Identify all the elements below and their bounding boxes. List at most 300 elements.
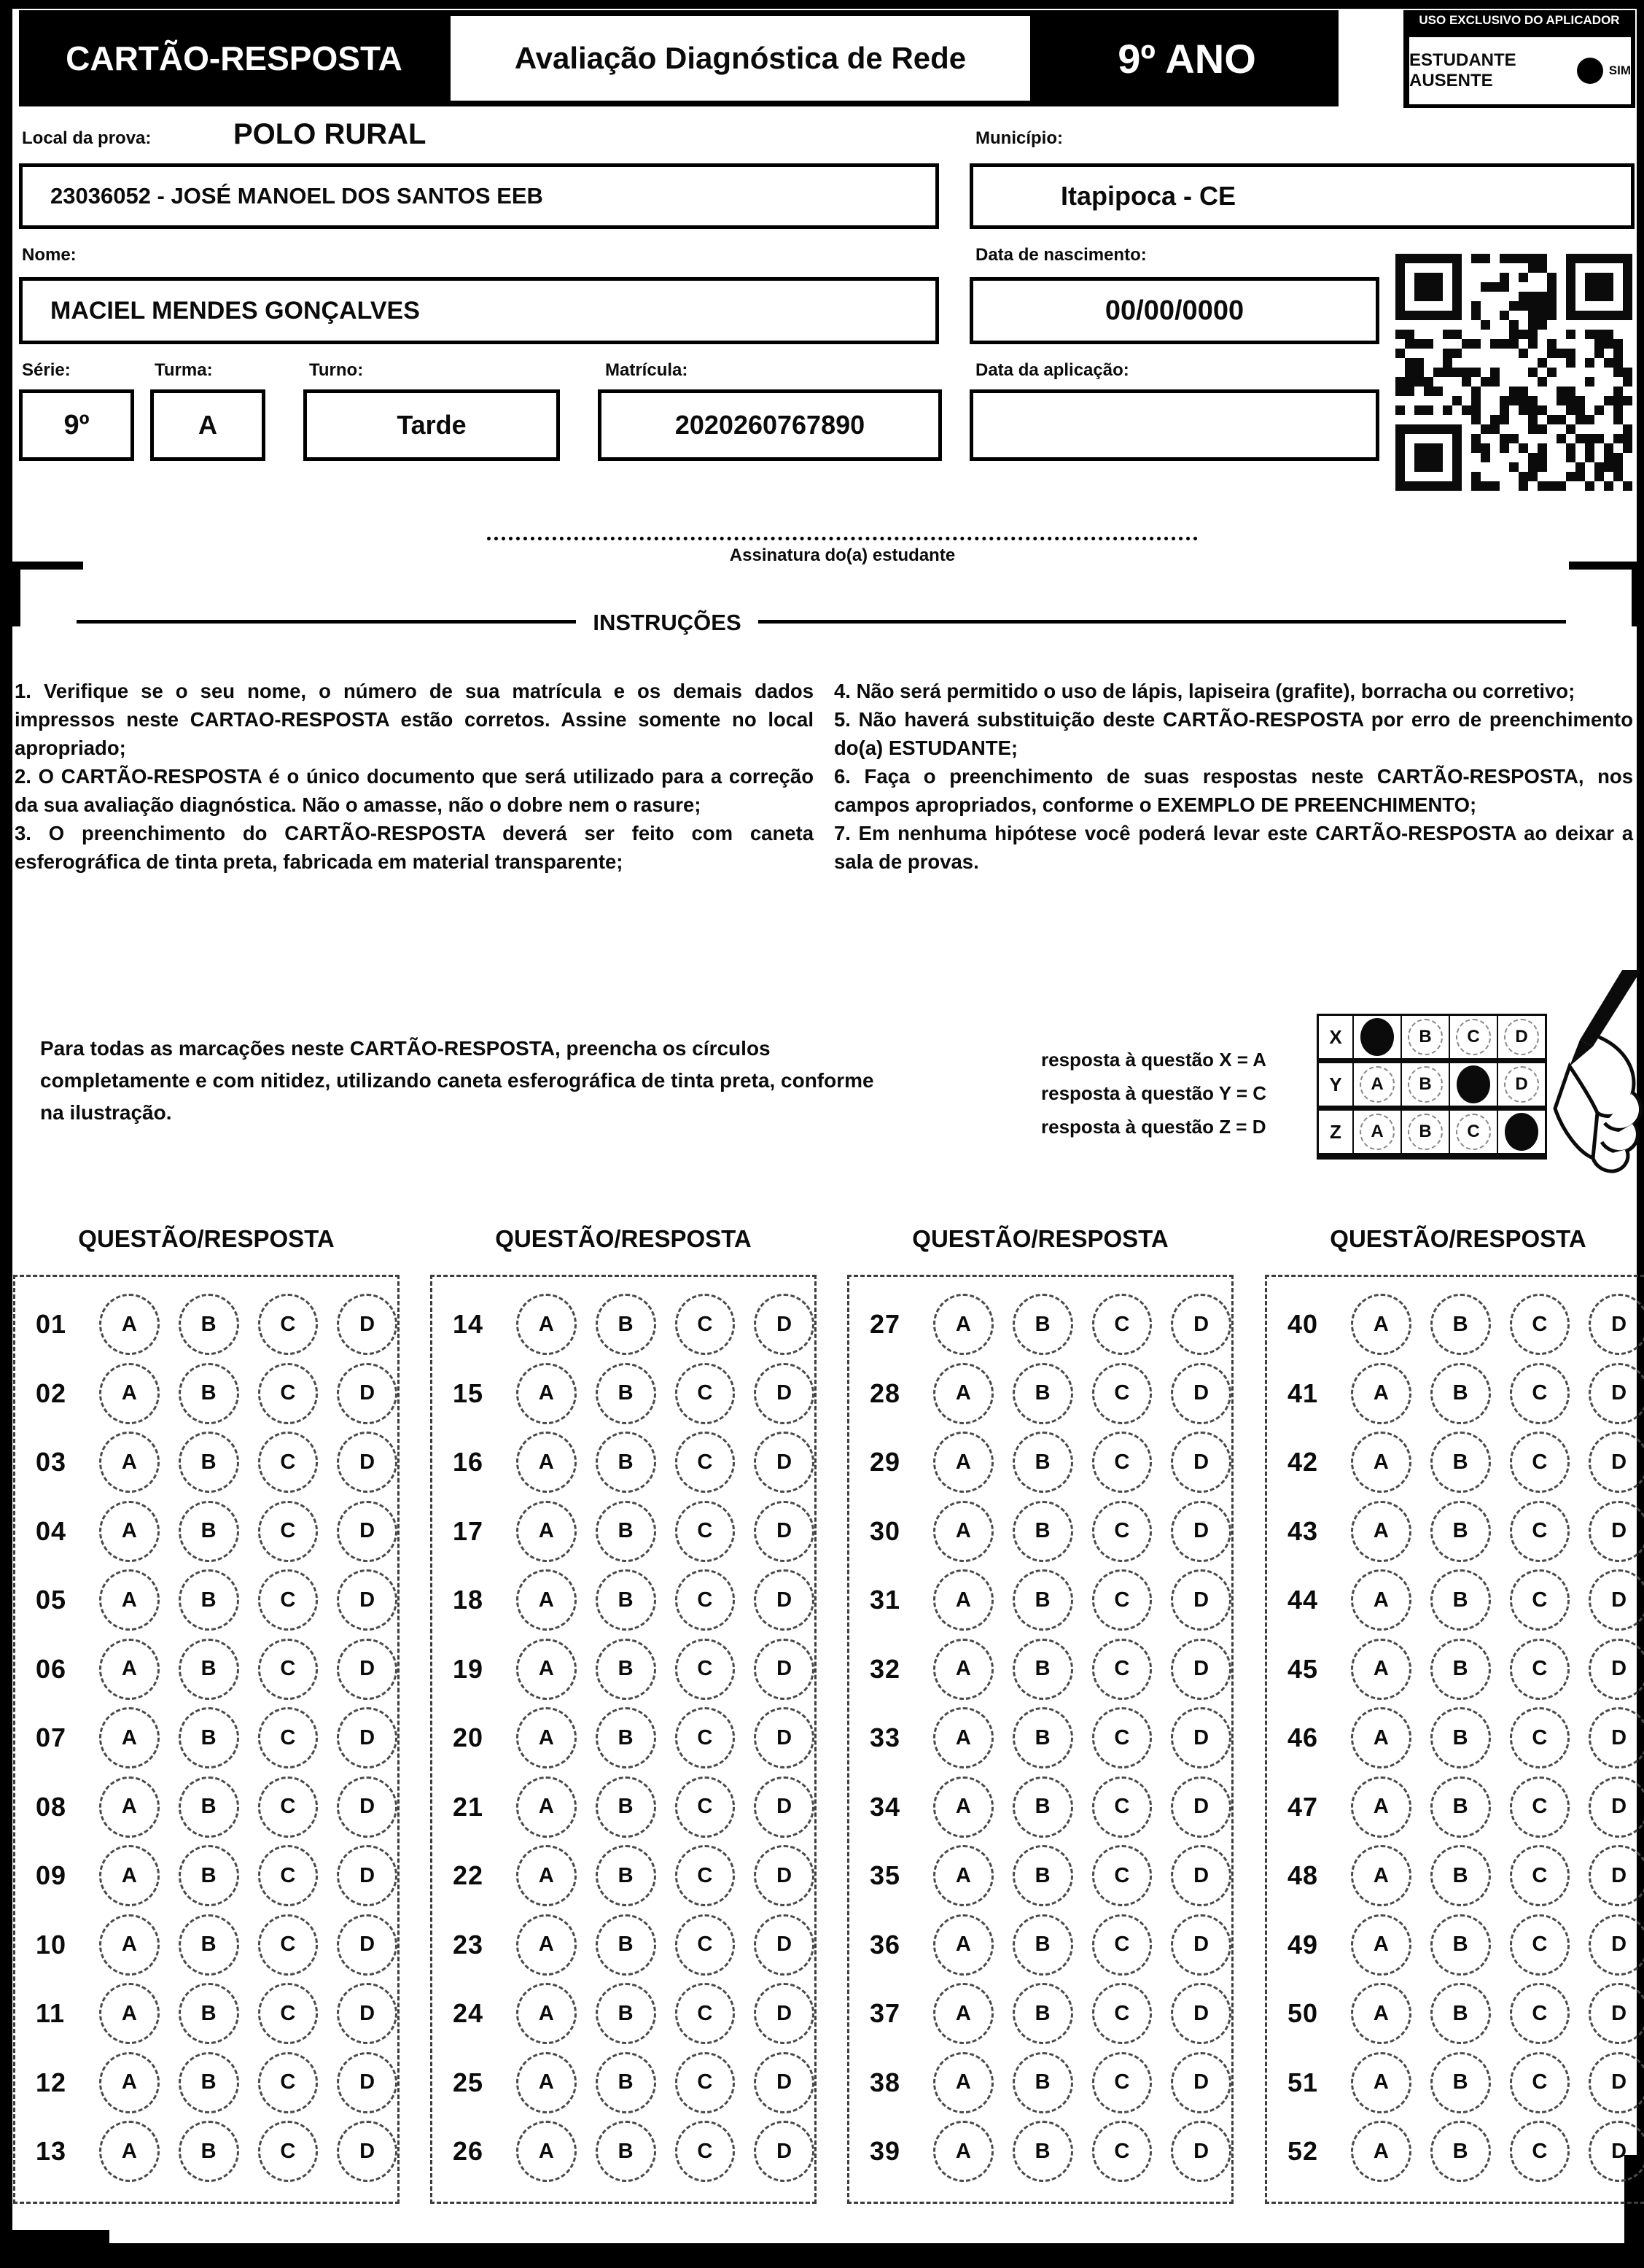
answer-bubble-34-a[interactable]: A bbox=[933, 1776, 994, 1838]
answer-bubble-49-b[interactable]: B bbox=[1430, 1914, 1491, 1976]
student-absent-label: ESTUDANTE AUSENTE bbox=[1409, 50, 1516, 90]
instructions-title: INSTRUÇÕES bbox=[593, 610, 741, 635]
answer-bubble-06-d[interactable]: D bbox=[337, 1639, 397, 1700]
answer-bubble-17-c[interactable]: C bbox=[675, 1501, 736, 1562]
answer-bubble-43-a[interactable]: A bbox=[1351, 1501, 1411, 1562]
answer-bubble-22-a[interactable]: A bbox=[516, 1845, 577, 1906]
answer-bubble-02-c[interactable]: C bbox=[258, 1363, 319, 1424]
school-field bbox=[19, 163, 939, 229]
answer-bubble-15-d[interactable]: D bbox=[754, 1363, 814, 1424]
example-legend-line: resposta à questão Z = D bbox=[1041, 1116, 1266, 1138]
answer-bubble-45-c[interactable]: C bbox=[1510, 1639, 1570, 1700]
answer-bubble-18-b[interactable]: B bbox=[596, 1569, 656, 1631]
question-number: 14 bbox=[453, 1309, 484, 1339]
answer-bubble-51-a[interactable]: A bbox=[1351, 2052, 1411, 2113]
instruction-item: 7. Em nenhuma hipótese você poderá levar este CARTÃO-RESPOSTA ao deixar a sala de provas. bbox=[834, 822, 1633, 873]
answer-bubble-25-a[interactable]: A bbox=[516, 2052, 577, 2113]
answer-bubble-07-a[interactable]: A bbox=[99, 1707, 160, 1768]
answer-bubble-39-c[interactable]: C bbox=[1092, 2121, 1153, 2182]
answer-bubble-19-c[interactable]: C bbox=[675, 1639, 736, 1700]
answer-bubble-08-a[interactable]: A bbox=[99, 1776, 160, 1838]
answer-bubble-49-a[interactable]: A bbox=[1351, 1914, 1411, 1976]
answer-bubble-11-d[interactable]: D bbox=[337, 1983, 397, 2044]
question-number: 11 bbox=[36, 1998, 66, 2028]
answer-bubble-23-a[interactable]: A bbox=[516, 1914, 577, 1976]
answer-bubble-06-c[interactable]: C bbox=[258, 1639, 319, 1700]
answer-bubble-03-d[interactable]: D bbox=[337, 1432, 397, 1493]
answer-bubble-08-c[interactable]: C bbox=[258, 1776, 319, 1838]
question-row bbox=[15, 1912, 397, 1978]
answer-bubble-32-d[interactable]: D bbox=[1171, 1639, 1231, 1700]
answer-bubble-30-c[interactable]: C bbox=[1092, 1501, 1153, 1562]
answer-bubble-32-b[interactable]: B bbox=[1013, 1639, 1073, 1700]
answer-bubble-25-b[interactable]: B bbox=[596, 2052, 656, 2113]
municipality-label: Município: bbox=[975, 128, 1063, 148]
answer-bubble-27-d[interactable]: D bbox=[1171, 1294, 1231, 1355]
answer-bubble-39-b[interactable]: B bbox=[1013, 2121, 1073, 2182]
assessment-title: Avaliação Diagnóstica de Rede bbox=[451, 16, 1030, 101]
answer-bubble-39-a[interactable]: A bbox=[933, 2121, 994, 2182]
answer-bubble-24-d[interactable]: D bbox=[754, 1983, 814, 2044]
answer-bubble-42-b[interactable]: B bbox=[1430, 1432, 1491, 1493]
answer-bubble-43-d[interactable]: D bbox=[1589, 1501, 1644, 1562]
question-number: 24 bbox=[453, 1998, 484, 2028]
answer-bubble-01-d[interactable]: D bbox=[337, 1294, 397, 1355]
answer-bubble-47-c[interactable]: C bbox=[1510, 1776, 1570, 1838]
answer-bubble-07-d[interactable]: D bbox=[337, 1707, 397, 1768]
question-number: 34 bbox=[870, 1791, 901, 1822]
answer-bubble-04-b[interactable]: B bbox=[179, 1501, 239, 1562]
question-row bbox=[849, 1567, 1231, 1633]
test-site-label: Local da prova: bbox=[22, 128, 152, 148]
answer-bubble-45-d[interactable]: D bbox=[1589, 1639, 1644, 1700]
answer-bubble-27-b[interactable]: B bbox=[1013, 1294, 1073, 1355]
answer-bubble-21-a[interactable]: A bbox=[516, 1776, 577, 1838]
question-row bbox=[15, 2050, 397, 2116]
answer-bubble-47-b[interactable]: B bbox=[1430, 1776, 1491, 1838]
answer-bubble-03-a[interactable]: A bbox=[99, 1432, 160, 1493]
answer-bubble-11-b[interactable]: B bbox=[179, 1983, 239, 2044]
answer-bubble-19-b[interactable]: B bbox=[596, 1639, 656, 1700]
answer-bubble-25-d[interactable]: D bbox=[754, 2052, 814, 2113]
question-row bbox=[15, 1292, 397, 1357]
question-row bbox=[1267, 2050, 1644, 2116]
answer-bubble-40-a[interactable]: A bbox=[1351, 1294, 1411, 1355]
question-number: 26 bbox=[453, 2136, 484, 2166]
answer-bubble-16-a[interactable]: A bbox=[516, 1432, 577, 1493]
answer-bubble-44-c[interactable]: C bbox=[1510, 1569, 1570, 1631]
absent-mark-circle[interactable] bbox=[1577, 58, 1603, 84]
question-row bbox=[1267, 1499, 1644, 1564]
answer-bubble-50-a[interactable]: A bbox=[1351, 1983, 1411, 2044]
answer-bubble-34-c[interactable]: C bbox=[1092, 1776, 1153, 1838]
answer-bubble-27-a[interactable]: A bbox=[933, 1294, 994, 1355]
answer-bubble-38-c[interactable]: C bbox=[1092, 2052, 1153, 2113]
answer-bubble-15-b[interactable]: B bbox=[596, 1363, 656, 1424]
question-row bbox=[15, 1636, 397, 1702]
answer-bubble-06-a[interactable]: A bbox=[99, 1639, 160, 1700]
answer-bubble-07-b[interactable]: B bbox=[179, 1707, 239, 1768]
applicator-only-label: USO EXCLUSIVO DO APLICADOR bbox=[1419, 13, 1620, 27]
example-legend-line: resposta à questão X = A bbox=[1041, 1049, 1266, 1071]
answer-bubble-21-c[interactable]: C bbox=[675, 1776, 736, 1838]
answer-bubble-28-a[interactable]: A bbox=[933, 1363, 994, 1424]
application-date-label: Data da aplicação: bbox=[975, 360, 1129, 380]
answer-bubble-15-c[interactable]: C bbox=[675, 1363, 736, 1424]
answer-bubble-36-d[interactable]: D bbox=[1171, 1914, 1231, 1976]
answer-bubble-03-b[interactable]: B bbox=[179, 1432, 239, 1493]
page-border-top bbox=[0, 0, 1644, 9]
answer-bubble-04-a[interactable]: A bbox=[99, 1501, 160, 1562]
example-option-letter: D bbox=[1504, 1019, 1539, 1055]
shift-label: Turno: bbox=[309, 360, 364, 380]
answer-bubble-10-b[interactable]: B bbox=[179, 1914, 239, 1976]
answer-bubble-28-d[interactable]: D bbox=[1171, 1363, 1231, 1424]
answer-bubble-12-c[interactable]: C bbox=[258, 2052, 319, 2113]
answer-bubble-13-a[interactable]: A bbox=[99, 2121, 160, 2182]
question-row bbox=[432, 1361, 814, 1426]
answer-bubble-51-c[interactable]: C bbox=[1510, 2052, 1570, 2113]
answer-bubble-05-c[interactable]: C bbox=[258, 1569, 319, 1631]
answer-bubble-37-b[interactable]: B bbox=[1013, 1983, 1073, 2044]
answer-bubble-46-c[interactable]: C bbox=[1510, 1707, 1570, 1768]
answer-bubble-22-d[interactable]: D bbox=[754, 1845, 814, 1906]
question-number: 46 bbox=[1287, 1723, 1319, 1752]
answer-bubble-16-b[interactable]: B bbox=[596, 1432, 656, 1493]
answer-bubble-12-d[interactable]: D bbox=[337, 2052, 397, 2113]
answer-bubble-10-c[interactable]: C bbox=[258, 1914, 319, 1976]
question-number: 05 bbox=[36, 1585, 67, 1615]
question-number: 23 bbox=[453, 1929, 484, 1960]
question-number: 06 bbox=[36, 1653, 67, 1684]
municipality-field bbox=[970, 163, 1635, 229]
answer-bubble-48-c[interactable]: C bbox=[1510, 1845, 1570, 1906]
answer-bubble-38-d[interactable]: D bbox=[1171, 2052, 1231, 2113]
answer-bubble-41-b[interactable]: B bbox=[1430, 1363, 1491, 1424]
question-row bbox=[432, 1774, 814, 1840]
name-label: Nome: bbox=[22, 245, 77, 265]
answer-bubble-29-c[interactable]: C bbox=[1092, 1432, 1153, 1493]
answer-bubble-33-a[interactable]: A bbox=[933, 1707, 994, 1768]
question-row bbox=[1267, 1292, 1644, 1357]
answer-bubble-50-b[interactable]: B bbox=[1430, 1983, 1491, 2044]
answer-bubble-01-b[interactable]: B bbox=[179, 1294, 239, 1355]
grade-value: 9º bbox=[63, 409, 90, 440]
question-number: 48 bbox=[1287, 1860, 1319, 1890]
answer-bubble-11-c[interactable]: C bbox=[258, 1983, 319, 2044]
answer-bubble-21-d[interactable]: D bbox=[754, 1776, 814, 1838]
answer-bubble-47-d[interactable]: D bbox=[1589, 1776, 1644, 1838]
instruction-item: 6. Faça o preenchimento de suas respostas neste CARTÃO-RESPOSTA, nos campos apropriados, conforme o EXEMPLO DE PREENCHIMENTO; bbox=[834, 765, 1633, 816]
hand-pen-illustration bbox=[1476, 970, 1644, 1196]
answer-bubble-51-b[interactable]: B bbox=[1430, 2052, 1491, 2113]
answer-bubble-05-d[interactable]: D bbox=[337, 1569, 397, 1631]
answer-bubble-14-a[interactable]: A bbox=[516, 1294, 577, 1355]
answer-bubble-37-a[interactable]: A bbox=[933, 1983, 994, 2044]
answer-bubble-25-c[interactable]: C bbox=[675, 2052, 736, 2113]
example-legend bbox=[1041, 1043, 1318, 1143]
signature-line[interactable] bbox=[487, 537, 1198, 540]
question-number: 29 bbox=[870, 1447, 901, 1477]
question-row bbox=[15, 1429, 397, 1495]
answer-bubble-08-d[interactable]: D bbox=[337, 1776, 397, 1838]
question-number: 03 bbox=[36, 1447, 67, 1477]
answer-bubble-32-a[interactable]: A bbox=[933, 1639, 994, 1700]
answer-bubble-12-a[interactable]: A bbox=[99, 2052, 160, 2113]
answer-bubble-16-c[interactable]: C bbox=[675, 1432, 736, 1493]
answer-bubble-04-d[interactable]: D bbox=[337, 1501, 397, 1562]
answer-bubble-35-b[interactable]: B bbox=[1013, 1845, 1073, 1906]
answer-bubble-15-a[interactable]: A bbox=[516, 1363, 577, 1424]
answer-bubble-31-a[interactable]: A bbox=[933, 1569, 994, 1631]
question-number: 12 bbox=[36, 2067, 67, 2097]
answer-bubble-41-a[interactable]: A bbox=[1351, 1363, 1411, 1424]
answer-bubble-14-c[interactable]: C bbox=[675, 1294, 736, 1355]
answer-bubble-17-b[interactable]: B bbox=[596, 1501, 656, 1562]
birthdate-label: Data de nascimento: bbox=[975, 245, 1147, 265]
question-row bbox=[432, 1636, 814, 1702]
answer-bubble-20-a[interactable]: A bbox=[516, 1707, 577, 1768]
answer-bubble-39-d[interactable]: D bbox=[1171, 2121, 1231, 2182]
answer-bubble-29-b[interactable]: B bbox=[1013, 1432, 1073, 1493]
question-number: 02 bbox=[36, 1378, 67, 1408]
answer-bubble-52-d[interactable]: D bbox=[1589, 2121, 1644, 2182]
answer-bubble-24-b[interactable]: B bbox=[596, 1983, 656, 2044]
question-number: 37 bbox=[870, 1998, 901, 2028]
answer-bubble-31-c[interactable]: C bbox=[1092, 1569, 1153, 1631]
answer-bubble-52-a[interactable]: A bbox=[1351, 2121, 1411, 2182]
answer-bubble-30-a[interactable]: A bbox=[933, 1501, 994, 1562]
answer-bubble-13-c[interactable]: C bbox=[258, 2121, 319, 2182]
question-number: 28 bbox=[870, 1378, 901, 1408]
answer-bubble-28-c[interactable]: C bbox=[1092, 1363, 1153, 1424]
answers-column-header: QUESTÃO/RESPOSTA bbox=[78, 1225, 335, 1252]
answer-bubble-29-d[interactable]: D bbox=[1171, 1432, 1231, 1493]
question-row bbox=[849, 1499, 1231, 1564]
answer-bubble-11-a[interactable]: A bbox=[99, 1983, 160, 2044]
question-row bbox=[432, 1705, 814, 1771]
answer-bubble-24-a[interactable]: A bbox=[516, 1983, 577, 2044]
answer-bubble-14-d[interactable]: D bbox=[754, 1294, 814, 1355]
test-site-value: POLO RURAL bbox=[233, 118, 426, 150]
answer-bubble-19-d[interactable]: D bbox=[754, 1639, 814, 1700]
answer-bubble-14-b[interactable]: B bbox=[596, 1294, 656, 1355]
answer-bubble-31-b[interactable]: B bbox=[1013, 1569, 1073, 1631]
answer-bubble-09-c[interactable]: C bbox=[258, 1845, 319, 1906]
answer-bubble-42-d[interactable]: D bbox=[1589, 1432, 1644, 1493]
answer-bubble-33-b[interactable]: B bbox=[1013, 1707, 1073, 1768]
answer-bubble-13-d[interactable]: D bbox=[337, 2121, 397, 2182]
answer-bubble-18-d[interactable]: D bbox=[754, 1569, 814, 1631]
answers-column-header: QUESTÃO/RESPOSTA bbox=[912, 1225, 1169, 1252]
answer-bubble-34-d[interactable]: D bbox=[1171, 1776, 1231, 1838]
answer-bubble-35-c[interactable]: C bbox=[1092, 1845, 1153, 1906]
answer-bubble-26-b[interactable]: B bbox=[596, 2121, 656, 2182]
question-number: 09 bbox=[36, 1860, 67, 1890]
question-row bbox=[849, 1774, 1231, 1840]
answer-bubble-30-d[interactable]: D bbox=[1171, 1501, 1231, 1562]
answer-bubble-02-d[interactable]: D bbox=[337, 1363, 397, 1424]
answer-bubble-23-b[interactable]: B bbox=[596, 1914, 656, 1976]
question-row bbox=[849, 1705, 1231, 1771]
example-cell-z-a bbox=[1352, 1111, 1400, 1153]
answer-bubble-26-c[interactable]: C bbox=[675, 2121, 736, 2182]
answer-bubble-08-b[interactable]: B bbox=[179, 1776, 239, 1838]
question-row bbox=[432, 1429, 814, 1495]
answer-bubble-40-c[interactable]: C bbox=[1510, 1294, 1570, 1355]
answer-bubble-49-c[interactable]: C bbox=[1510, 1914, 1570, 1976]
answer-bubble-33-d[interactable]: D bbox=[1171, 1707, 1231, 1768]
student-absent-field bbox=[1407, 35, 1633, 106]
question-number: 52 bbox=[1287, 2136, 1319, 2166]
answer-bubble-45-a[interactable]: A bbox=[1351, 1639, 1411, 1700]
signature-label: Assinatura do(a) estudante bbox=[729, 545, 956, 565]
answer-bubble-36-c[interactable]: C bbox=[1092, 1914, 1153, 1976]
answer-bubble-46-d[interactable]: D bbox=[1589, 1707, 1644, 1768]
answer-bubble-33-c[interactable]: C bbox=[1092, 1707, 1153, 1768]
answer-bubble-05-b[interactable]: B bbox=[179, 1569, 239, 1631]
answer-bubble-38-a[interactable]: A bbox=[933, 2052, 994, 2113]
answer-bubble-51-d[interactable]: D bbox=[1589, 2052, 1644, 2113]
answer-bubble-42-a[interactable]: A bbox=[1351, 1432, 1411, 1493]
answer-bubble-09-a[interactable]: A bbox=[99, 1845, 160, 1906]
question-number: 30 bbox=[870, 1515, 901, 1546]
answer-bubble-30-b[interactable]: B bbox=[1013, 1501, 1073, 1562]
example-cell-y-b bbox=[1400, 1063, 1449, 1106]
answer-bubble-10-d[interactable]: D bbox=[337, 1914, 397, 1976]
answer-bubble-17-d[interactable]: D bbox=[754, 1501, 814, 1562]
answer-bubble-07-c[interactable]: C bbox=[258, 1707, 319, 1768]
answer-bubble-16-d[interactable]: D bbox=[754, 1432, 814, 1493]
answer-bubble-35-a[interactable]: A bbox=[933, 1845, 994, 1906]
answer-bubble-20-d[interactable]: D bbox=[754, 1707, 814, 1768]
answer-bubble-42-c[interactable]: C bbox=[1510, 1432, 1570, 1493]
answer-bubble-22-b[interactable]: B bbox=[596, 1845, 656, 1906]
answer-bubble-46-b[interactable]: B bbox=[1430, 1707, 1491, 1768]
answer-bubble-01-c[interactable]: C bbox=[258, 1294, 319, 1355]
answer-bubble-05-a[interactable]: A bbox=[99, 1569, 160, 1631]
applicator-only-box bbox=[1403, 10, 1635, 108]
question-row bbox=[432, 1499, 814, 1564]
answer-bubble-52-c[interactable]: C bbox=[1510, 2121, 1570, 2182]
answer-bubble-18-a[interactable]: A bbox=[516, 1569, 577, 1631]
answer-bubble-40-d[interactable]: D bbox=[1589, 1294, 1644, 1355]
question-number: 35 bbox=[870, 1860, 901, 1890]
instructions-column-right bbox=[834, 677, 1633, 876]
answer-bubble-43-c[interactable]: C bbox=[1510, 1501, 1570, 1562]
answer-bubble-10-a[interactable]: A bbox=[99, 1914, 160, 1976]
answer-bubble-48-d[interactable]: D bbox=[1589, 1845, 1644, 1906]
answer-bubble-23-c[interactable]: C bbox=[675, 1914, 736, 1976]
example-cell-y-a bbox=[1352, 1063, 1400, 1106]
answer-bubble-35-d[interactable]: D bbox=[1171, 1845, 1231, 1906]
answer-bubble-20-b[interactable]: B bbox=[596, 1707, 656, 1768]
answer-bubble-06-b[interactable]: B bbox=[179, 1639, 239, 1700]
answer-bubble-09-b[interactable]: B bbox=[179, 1845, 239, 1906]
example-option-letter: A bbox=[1360, 1114, 1395, 1150]
answer-bubble-34-b[interactable]: B bbox=[1013, 1776, 1073, 1838]
answer-bubble-41-c[interactable]: C bbox=[1510, 1363, 1570, 1424]
marking-instructions-text: Para todas as marcações neste CARTÃO-RESPOSTA, preencha os círculos completamente e com nitidez, utilizando caneta esferográfica de tinta preta, conforme na ilustração. bbox=[40, 1037, 874, 1124]
page-bottom-bar bbox=[0, 2243, 1644, 2268]
question-row bbox=[15, 1361, 397, 1426]
answer-bubble-03-c[interactable]: C bbox=[258, 1432, 319, 1493]
answer-bubble-04-c[interactable]: C bbox=[258, 1501, 319, 1562]
answer-bubble-09-d[interactable]: D bbox=[337, 1845, 397, 1906]
answer-bubble-20-c[interactable]: C bbox=[675, 1707, 736, 1768]
enrollment-label: Matrícula: bbox=[605, 360, 688, 380]
answer-bubble-50-d[interactable]: D bbox=[1589, 1983, 1644, 2044]
answer-bubble-44-a[interactable]: A bbox=[1351, 1569, 1411, 1631]
answer-bubble-46-a[interactable]: A bbox=[1351, 1707, 1411, 1768]
question-number: 50 bbox=[1287, 1998, 1319, 2028]
answer-bubble-44-d[interactable]: D bbox=[1589, 1569, 1644, 1631]
answer-bubble-02-a[interactable]: A bbox=[99, 1363, 160, 1424]
answer-bubble-19-a[interactable]: A bbox=[516, 1639, 577, 1700]
answer-bubble-12-b[interactable]: B bbox=[179, 2052, 239, 2113]
shift-value: Tarde bbox=[397, 410, 467, 440]
answer-bubble-41-d[interactable]: D bbox=[1589, 1363, 1644, 1424]
name-field bbox=[19, 277, 939, 344]
answer-bubble-37-d[interactable]: D bbox=[1171, 1983, 1231, 2044]
answer-bubble-36-a[interactable]: A bbox=[933, 1914, 994, 1976]
example-legend-line: resposta à questão Y = C bbox=[1041, 1082, 1267, 1104]
answer-bubble-45-b[interactable]: B bbox=[1430, 1639, 1491, 1700]
question-number: 18 bbox=[453, 1585, 484, 1615]
birthdate-field bbox=[970, 277, 1379, 344]
answer-bubble-32-c[interactable]: C bbox=[1092, 1639, 1153, 1700]
question-number: 49 bbox=[1287, 1929, 1319, 1960]
answer-bubble-26-d[interactable]: D bbox=[754, 2121, 814, 2182]
question-row bbox=[849, 1912, 1231, 1978]
answer-bubble-27-c[interactable]: C bbox=[1092, 1294, 1153, 1355]
answer-bubble-29-a[interactable]: A bbox=[933, 1432, 994, 1493]
answer-bubble-01-a[interactable]: A bbox=[99, 1294, 160, 1355]
application-date-field[interactable] bbox=[970, 389, 1379, 461]
answer-bubble-22-c[interactable]: C bbox=[675, 1845, 736, 1906]
answer-bubble-23-d[interactable]: D bbox=[754, 1914, 814, 1976]
answer-bubble-02-b[interactable]: B bbox=[179, 1363, 239, 1424]
answer-bubble-38-b[interactable]: B bbox=[1013, 2052, 1073, 2113]
answer-bubble-21-b[interactable]: B bbox=[596, 1776, 656, 1838]
answer-bubble-43-b[interactable]: B bbox=[1430, 1501, 1491, 1562]
question-row bbox=[1267, 1705, 1644, 1771]
instructions-rule-right bbox=[758, 620, 1566, 624]
question-number: 07 bbox=[36, 1723, 67, 1752]
answer-bubble-40-b[interactable]: B bbox=[1430, 1294, 1491, 1355]
answer-bubble-28-b[interactable]: B bbox=[1013, 1363, 1073, 1424]
instruction-item: 2. O CARTÃO-RESPOSTA é o único documento que será utilizado para a correção da sua avaliação diagnóstica. Não o amasse, não o dobre nem o rasure; bbox=[15, 765, 814, 816]
answer-bubble-24-c[interactable]: C bbox=[675, 1983, 736, 2044]
answer-bubble-36-b[interactable]: B bbox=[1013, 1914, 1073, 1976]
answer-bubble-13-b[interactable]: B bbox=[179, 2121, 239, 2182]
answer-bubble-26-a[interactable]: A bbox=[516, 2121, 577, 2182]
answer-bubble-48-a[interactable]: A bbox=[1351, 1845, 1411, 1906]
answer-bubble-37-c[interactable]: C bbox=[1092, 1983, 1153, 2044]
answer-bubble-50-c[interactable]: C bbox=[1510, 1983, 1570, 2044]
answers-column bbox=[1265, 1275, 1644, 2204]
answer-bubble-47-a[interactable]: A bbox=[1351, 1776, 1411, 1838]
answer-bubble-17-a[interactable]: A bbox=[516, 1501, 577, 1562]
answer-bubble-44-b[interactable]: B bbox=[1430, 1569, 1491, 1631]
answer-bubble-18-c[interactable]: C bbox=[675, 1569, 736, 1631]
answer-bubble-49-d[interactable]: D bbox=[1589, 1914, 1644, 1976]
answer-bubble-52-b[interactable]: B bbox=[1430, 2121, 1491, 2182]
question-number: 19 bbox=[453, 1653, 484, 1684]
answer-bubble-48-b[interactable]: B bbox=[1430, 1845, 1491, 1906]
answer-bubble-31-d[interactable]: D bbox=[1171, 1569, 1231, 1631]
question-row bbox=[432, 2119, 814, 2184]
